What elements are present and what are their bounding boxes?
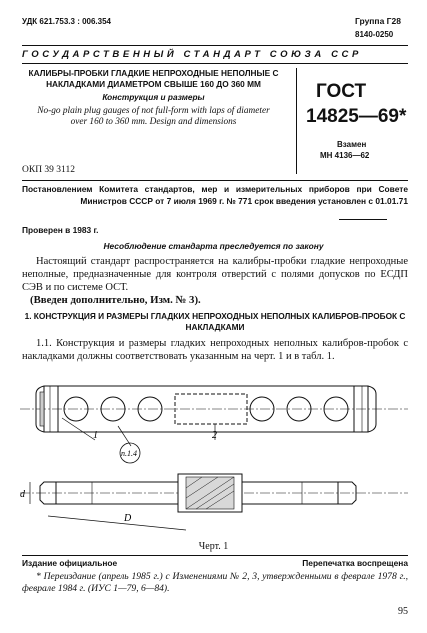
footer-rule: [22, 555, 408, 556]
page-number: 95: [398, 606, 408, 617]
reprint-label: Перепечатка воспрещена: [302, 558, 408, 568]
checked-year: Проверен в 1983 г.: [22, 225, 99, 235]
okstu-code: 8140-0250: [355, 30, 394, 39]
header-rule-top: [22, 45, 408, 46]
replaced-label: Взамен: [337, 140, 367, 149]
gost-number: 14825—69*: [306, 106, 407, 127]
section-paragraph: 1.1. Конструкция и размеры гладких непроходных неполных калибров-пробок с накладками должны соответствовать указанным на черт. 1 и в табл. 1.: [22, 338, 408, 362]
title-block: [22, 68, 285, 174]
resolution-underline: [339, 219, 387, 220]
header-rule-bottom: [22, 63, 408, 64]
callout-1: 1: [93, 430, 98, 441]
replaced-value: МН 4136—62: [320, 151, 370, 160]
callout-2: 2: [212, 430, 217, 441]
figure-caption: Черт. 1: [198, 541, 229, 552]
intro-paragraph: Настоящий стандарт распространяется на калибры-пробки гладкие непроходные неполные, предназначенные для контроля отверстий с полями допусков по ЕСДП СЭВ и по системе ОСТ.: [22, 256, 408, 293]
okp-code: ОКП 39 3112: [22, 165, 75, 175]
law-notice: Несоблюдение стандарта преследуется по закону: [103, 241, 324, 251]
state-standard-banner: ГОСУДАРСТВЕННЫЙ СТАНДАРТ СОЮЗА ССР: [22, 49, 362, 60]
gost-label: ГОСТ: [316, 81, 367, 102]
resolution-text: Постановлением Комитета стандартов, мер и измерительных приборов при Совете Министров СССР от 7 июля 1969 г. № 771 срок введения установлен с 01.01.71: [22, 184, 408, 206]
udk-code: УДК 621.753.3 : 006.354: [22, 17, 111, 26]
dim-d-label: d: [20, 489, 25, 500]
reissue-note: * Переиздание (апрель 1985 г.) с Изменениями № 2, 3, утвержденными в феврале 1978 г., феврале 1984 г. (ИУС 1—79, 6—84).: [22, 571, 408, 594]
subtitle-ru: Конструкция и размеры: [102, 92, 205, 102]
group-label: Группа Г28: [355, 16, 401, 26]
figure-drawing: [0, 370, 427, 540]
dim-D-line: [48, 516, 186, 530]
title-rule-bottom: [22, 180, 408, 181]
edition-label: Издание официальное: [22, 558, 118, 568]
note-callout-label: п.1.4: [121, 449, 137, 458]
title-en: No-go plain plug gauges of not full-form with laps of diameter over 160 to 360 mm. Design and dimensions: [37, 106, 270, 127]
dim-D-label: D: [124, 513, 132, 524]
section-title: 1. КОНСТРУКЦИЯ И РАЗМЕРЫ ГЛАДКИХ НЕПРОХОДНЫХ НЕПОЛНЫХ КАЛИБРОВ-ПРОБОК С НАКЛАДКАМИ: [24, 311, 406, 332]
title-divider: [296, 68, 297, 174]
title-ru: КАЛИБРЫ-ПРОБКИ ГЛАДКИЕ НЕПРОХОДНЫЕ НЕПОЛНЫЕ С НАКЛАДКАМИ ДИАМЕТРОМ СВЫШЕ 160 ДО 360 ММ: [28, 68, 279, 89]
amendment-note: (Введен дополнительно, Изм. № 3).: [30, 294, 201, 306]
